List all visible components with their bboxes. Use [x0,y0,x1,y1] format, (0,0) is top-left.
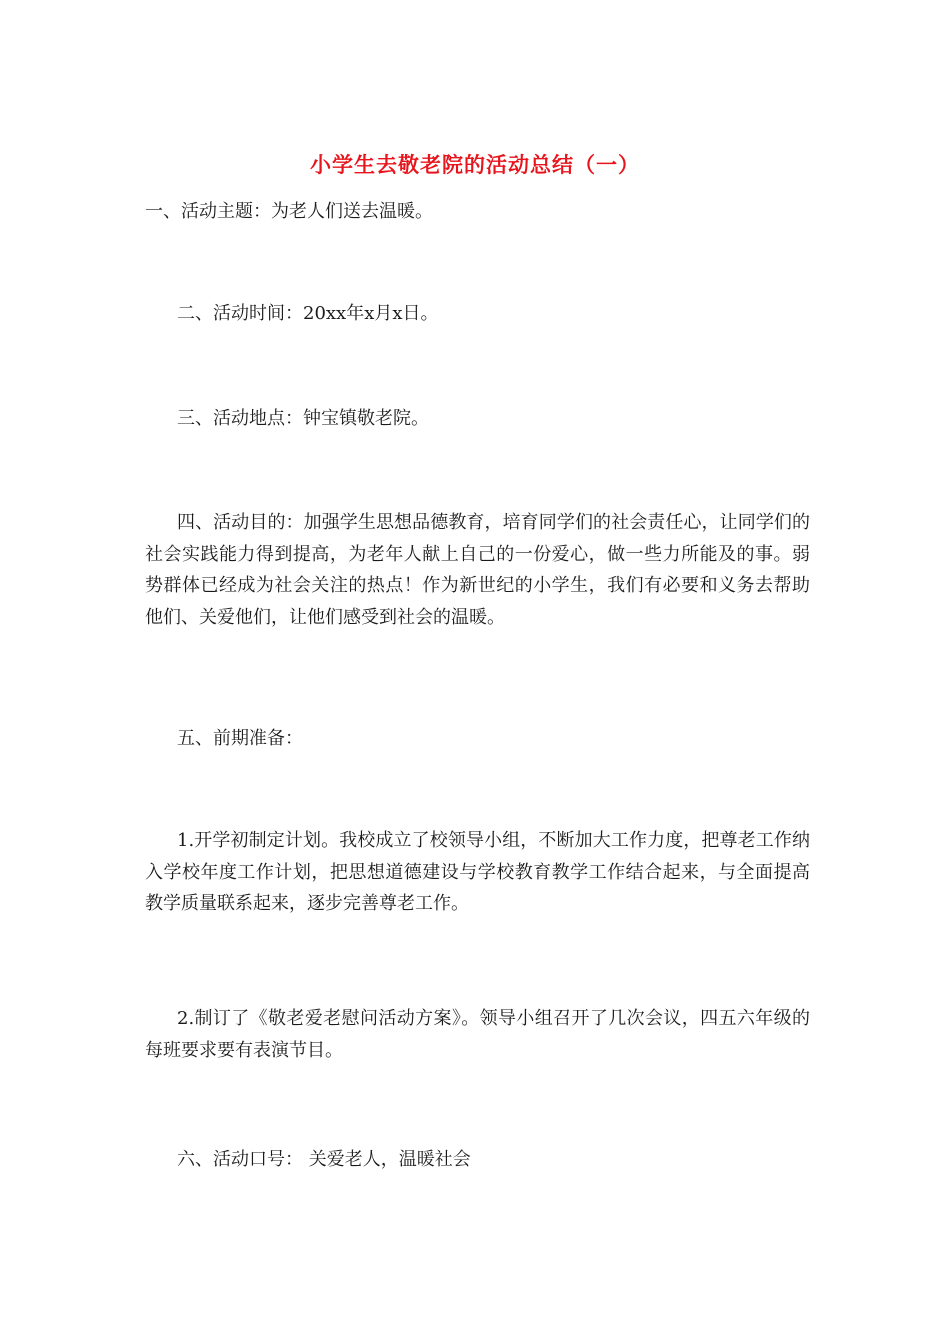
paragraph-time: 二、活动时间：20xx年x月x日。 [177,303,439,324]
paragraph-theme: 一、活动主题：为老人们送去温暖。 [145,201,433,222]
paragraph-purpose: 四、活动目的：加强学生思想品德教育，培育同学们的社会责任心，让同学们的社会实践能力得到提高，为老年人献上自己的一份爱心，做一些力所能及的事。弱势群体已经成为社会关注的热点！作为新世纪的小学生，我们有必要和义务去帮助他们、关爱他们，让他们感受到社会的温暖。 [145,512,810,628]
document-title: 小学生去敬老院的活动总结（一） [310,152,640,177]
paragraph-preparation-item-1: 1.开学初制定计划。我校成立了校领导小组，不断加大工作力度，把尊老工作纳入学校年度工作计划，把思想道德建设与学校教育教学工作结合起来，与全面提高教学质量联系起来，逐步完善尊老工作。 [145,830,810,914]
paragraph-slogan: 六、活动口号： 关爱老人，温暖社会 [177,1149,471,1170]
paragraph-preparation-item-2: 2.制订了《敬老爱老慰问活动方案》。领导小组召开了几次会议，四五六年级的每班要求要有表演节目。 [145,1008,810,1061]
paragraph-location: 三、活动地点：钟宝镇敬老院。 [177,408,429,429]
paragraph-preparation-heading: 五、前期准备： [177,728,303,749]
